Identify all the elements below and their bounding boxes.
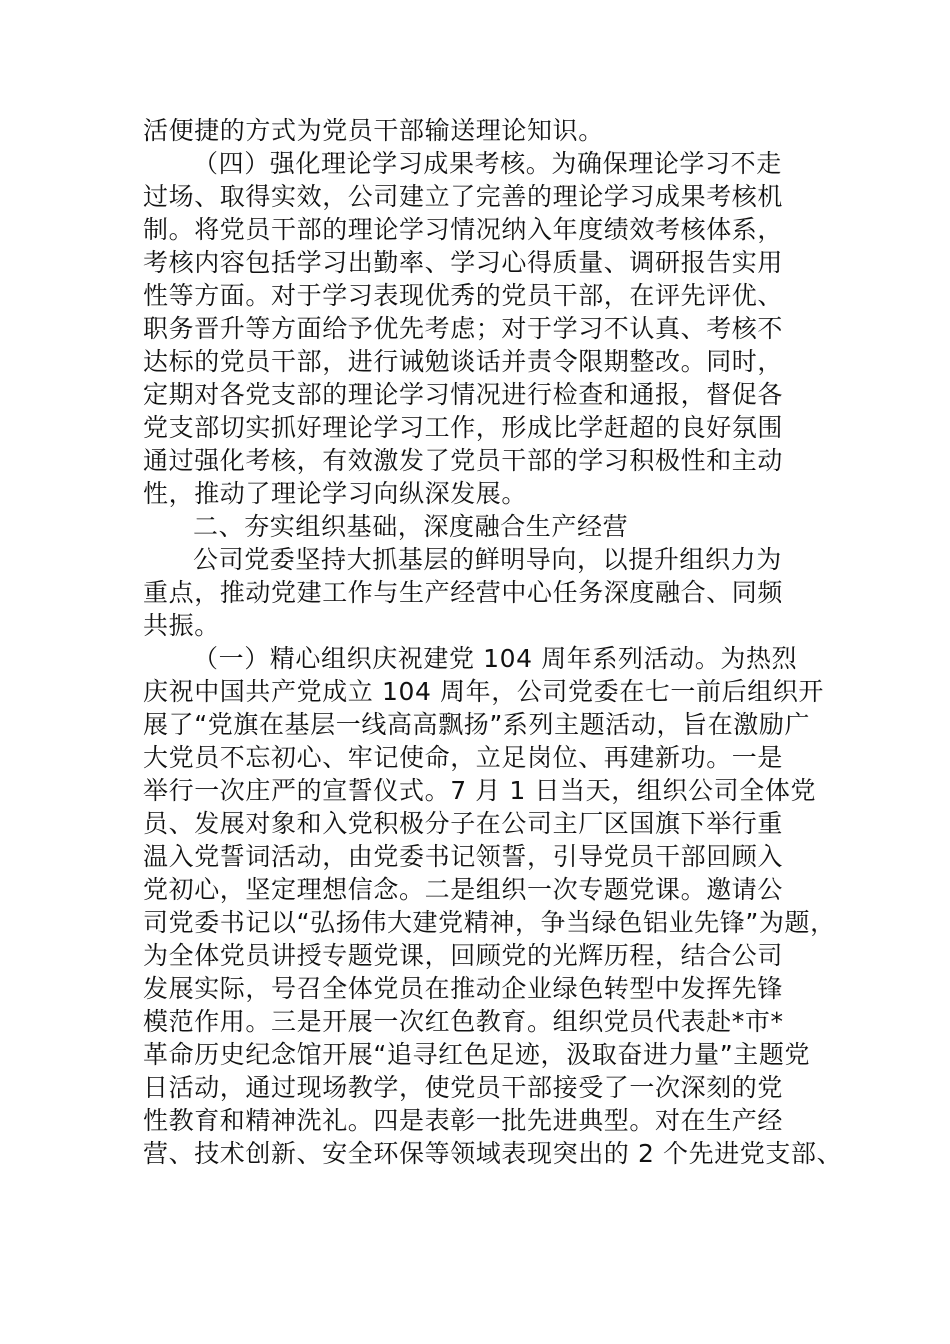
paragraph-line: 通过强化考核，有效激发了党员干部的学习积极性和主动: [143, 446, 784, 475]
paragraph-line: 营、技术创新、安全环保等领域表现突出的 2 个先进党支部、: [143, 1139, 843, 1168]
paragraph-line: 公司党委坚持大抓基层的鲜明导向，以提升组织力为: [193, 545, 782, 574]
paragraph-line: 性等方面。对于学习表现优秀的党员干部，在评先评优、: [143, 281, 784, 310]
paragraph-line: 定期对各党支部的理论学习情况进行检查和通报，督促各: [143, 380, 784, 409]
paragraph-line: 展了“党旗在基层一线高高飘扬”系列主题活动，旨在激励广: [143, 710, 811, 739]
paragraph-line: 职务晋升等方面给予优先考虑；对于学习不认真、考核不: [143, 314, 784, 343]
subheading-line: （一）精心组织庆祝建党 104 周年系列活动。为热烈: [193, 644, 798, 673]
document-body: [143, 114, 843, 1170]
paragraph-line: 考核内容包括学习出勤率、学习心得质量、调研报告实用: [143, 248, 784, 277]
paragraph-line: 司党委书记以“弘扬伟大建党精神，争当绿色铝业先锋”为题，: [143, 908, 836, 937]
paragraph-line: 举行一次庄严的宣誓仪式。7 月 1 日当天，组织公司全体党: [143, 776, 817, 805]
paragraph-line: 性教育和精神洗礼。四是表彰一批先进典型。对在生产经: [143, 1106, 784, 1135]
paragraph-line: 重点，推动党建工作与生产经营中心任务深度融合、同频: [143, 578, 784, 607]
paragraph-line: 大党员不忘初心、牢记使命，立足岗位、再建新功。一是: [143, 743, 784, 772]
paragraph-line: 员、发展对象和入党积极分子在公司主厂区国旗下举行重: [143, 809, 784, 838]
paragraph-line: 制。将党员干部的理论学习情况纳入年度绩效考核体系，: [143, 215, 784, 244]
paragraph-line: 庆祝中国共产党成立 104 周年，公司党委在七一前后组织开: [143, 677, 825, 706]
paragraph-line: 过场、取得实效，公司建立了完善的理论学习成果考核机: [143, 182, 784, 211]
subheading-line: （四）强化理论学习成果考核。为确保理论学习不走: [193, 149, 782, 178]
paragraph-line: 温入党誓词活动，由党委书记领誓，引导党员干部回顾入: [143, 842, 784, 871]
paragraph-line: 共振。: [143, 611, 220, 640]
paragraph-line: 党支部切实抓好理论学习工作，形成比学赶超的良好氛围: [143, 413, 784, 442]
paragraph-line: 模范作用。三是开展一次红色教育。组织党员代表赴*市*: [143, 1007, 784, 1036]
paragraph-line: 日活动，通过现场教学，使党员干部接受了一次深刻的党: [143, 1073, 784, 1102]
section-heading: 二、夯实组织基础，深度融合生产经营: [193, 512, 629, 541]
paragraph-line: 党初心，坚定理想信念。二是组织一次专题党课。邀请公: [143, 875, 784, 904]
paragraph-line: 革命历史纪念馆开展“追寻红色足迹，汲取奋进力量”主题党: [143, 1040, 811, 1069]
paragraph-line: 发展实际，号召全体党员在推动企业绿色转型中发挥先锋: [143, 974, 784, 1003]
paragraph-line: 性，推动了理论学习向纵深发展。: [143, 479, 528, 508]
paragraph-line: 达标的党员干部，进行诫勉谈话并责令限期整改。同时，: [143, 347, 784, 376]
paragraph-line: 活便捷的方式为党员干部输送理论知识。: [143, 116, 604, 145]
paragraph-line: 为全体党员讲授专题党课，回顾党的光辉历程，结合公司: [143, 941, 784, 970]
